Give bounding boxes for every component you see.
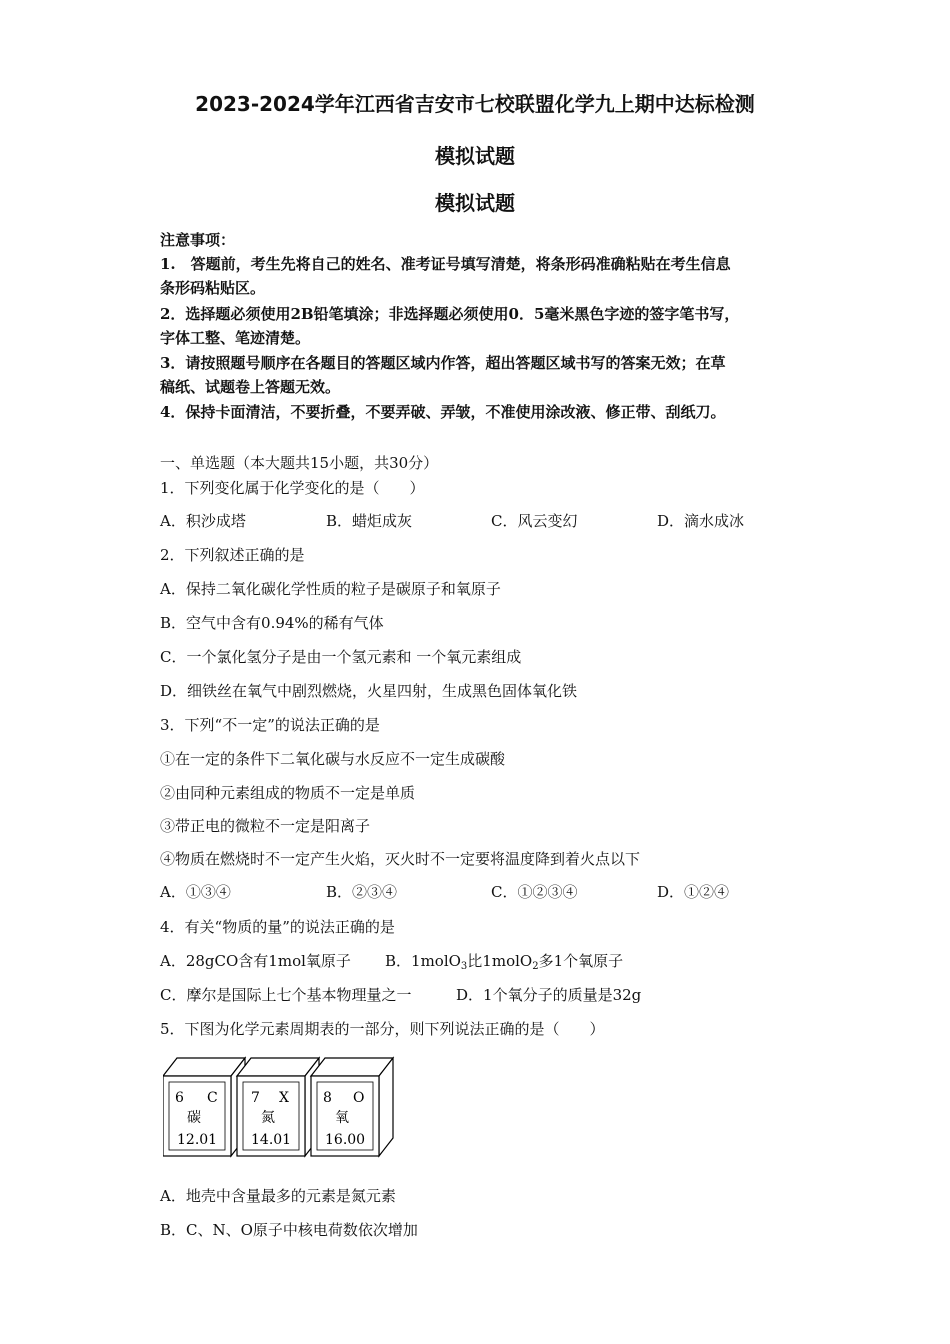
q3-option-b: B．②③④: [326, 883, 398, 901]
question-3-stem: 3．下列“不一定”的说法正确的是: [160, 716, 380, 734]
element-cell-x: [237, 1058, 319, 1156]
notice-line: 稿纸、试题卷上答题无效。: [160, 378, 341, 396]
element-mass: 16.00: [325, 1132, 366, 1148]
q2-option-c: C．一个氯化氢分子是由一个氢元素和 一个氧元素组成: [160, 648, 522, 666]
element-name: 氮: [261, 1110, 275, 1126]
q2-option-d: D．细铁丝在氧气中剧烈燃烧，火星四射，生成黑色固体氧化铁: [160, 682, 578, 700]
subscript: 2: [532, 961, 539, 972]
section-heading: 一、单选题（本大题共15小题，共30分）: [160, 454, 439, 472]
notice-line: 4．保持卡面清洁，不要折叠，不要弄破、弄皱，不准使用涂改液、修正带、刮纸刀。: [160, 403, 726, 421]
element-name: 氧: [335, 1110, 349, 1126]
q4-option-b-text: B．1molO: [385, 952, 461, 970]
exam-subtitle-repeat: 模拟试题: [435, 191, 515, 215]
q5-option-a: A．地壳中含量最多的元素是氮元素: [160, 1187, 396, 1205]
subscript: 3: [460, 961, 468, 972]
q1-option-b: B．蜡炬成灰: [326, 512, 413, 530]
q4-option-a: A．28gCO含有1mol氧原子: [160, 952, 351, 970]
question-2-stem: 2．下列叙述正确的是: [160, 546, 305, 564]
notice-line: 字体工整、笔迹清楚。: [160, 329, 311, 347]
q4-option-b-text: 多1个氧原子: [538, 952, 624, 970]
element-number: 8: [323, 1090, 332, 1106]
q3-option-a: A．①③④: [160, 883, 231, 901]
q3-option-d: D．①②④: [657, 883, 730, 901]
q3-statement: ③带正电的微粒不一定是阳离子: [160, 817, 371, 835]
q1-option-a: A．积沙成塔: [160, 512, 246, 530]
element-mass: 12.01: [177, 1132, 218, 1148]
q3-option-c: C．①②③④: [491, 883, 578, 901]
q2-option-a: A．保持二氧化碳化学性质的粒子是碳原子和氧原子: [160, 580, 501, 598]
element-name: 碳: [187, 1110, 201, 1126]
element-cell-carbon: [163, 1058, 245, 1156]
element-number: 6: [175, 1090, 184, 1106]
notice-line: 3．请按照题号顺序在各题目的答题区域内作答，超出答题区域书写的答案无效；在草: [160, 354, 726, 372]
question-4-stem: 4．有关“物质的量”的说法正确的是: [160, 918, 395, 936]
element-mass: 14.01: [251, 1132, 292, 1148]
notice-line: 1. 答题前，考生先将自己的姓名、准考证号填写清楚，将条形码准确粘贴在考生信息: [160, 255, 731, 273]
element-symbol: O: [353, 1090, 365, 1106]
element-symbol: C: [207, 1090, 218, 1106]
periodic-table-fragment: [163, 1056, 403, 1160]
notice-line: 条形码粘贴区。: [160, 279, 266, 297]
notice-heading: 注意事项：: [160, 231, 236, 249]
exam-subtitle: 模拟试题: [435, 144, 515, 168]
q4-option-b-text: 比1molO: [467, 952, 533, 970]
q2-option-b: B．空气中含有0.94%的稀有气体: [160, 614, 384, 632]
notice-line: 2．选择题必须使用2B铅笔填涂；非选择题必须使用0．5毫米黑色字迹的签字笔书写，: [160, 305, 740, 323]
q3-statement: ④物质在燃烧时不一定产生火焰，灭火时不一定要将温度降到着火点以下: [160, 850, 641, 868]
question-5-stem: 5．下图为化学元素周期表的一部分，则下列说法正确的是（ ）: [160, 1020, 605, 1038]
element-symbol: X: [279, 1090, 289, 1106]
q3-statement: ②由同种元素组成的物质不一定是单质: [160, 784, 416, 802]
q4-option-c: C．摩尔是国际上七个基本物理量之一: [160, 986, 412, 1004]
q5-option-b: B．C、N、O原子中核电荷数依次增加: [160, 1221, 418, 1239]
q3-statement: ①在一定的条件下二氧化碳与水反应不一定生成碳酸: [160, 750, 506, 768]
exam-title: 2023-2024学年江西省吉安市七校联盟化学九上期中达标检测: [195, 92, 755, 116]
q1-option-d: D．滴水成冰: [657, 512, 745, 530]
element-cell-oxygen: [311, 1058, 393, 1156]
q4-option-d: D．1个氧分子的质量是32g: [456, 986, 642, 1004]
element-number: 7: [251, 1090, 260, 1106]
question-1-stem: 1．下列变化属于化学变化的是（ ）: [160, 479, 425, 497]
q4-option-b: [385, 950, 623, 972]
q1-option-c: C．风云变幻: [491, 512, 578, 530]
